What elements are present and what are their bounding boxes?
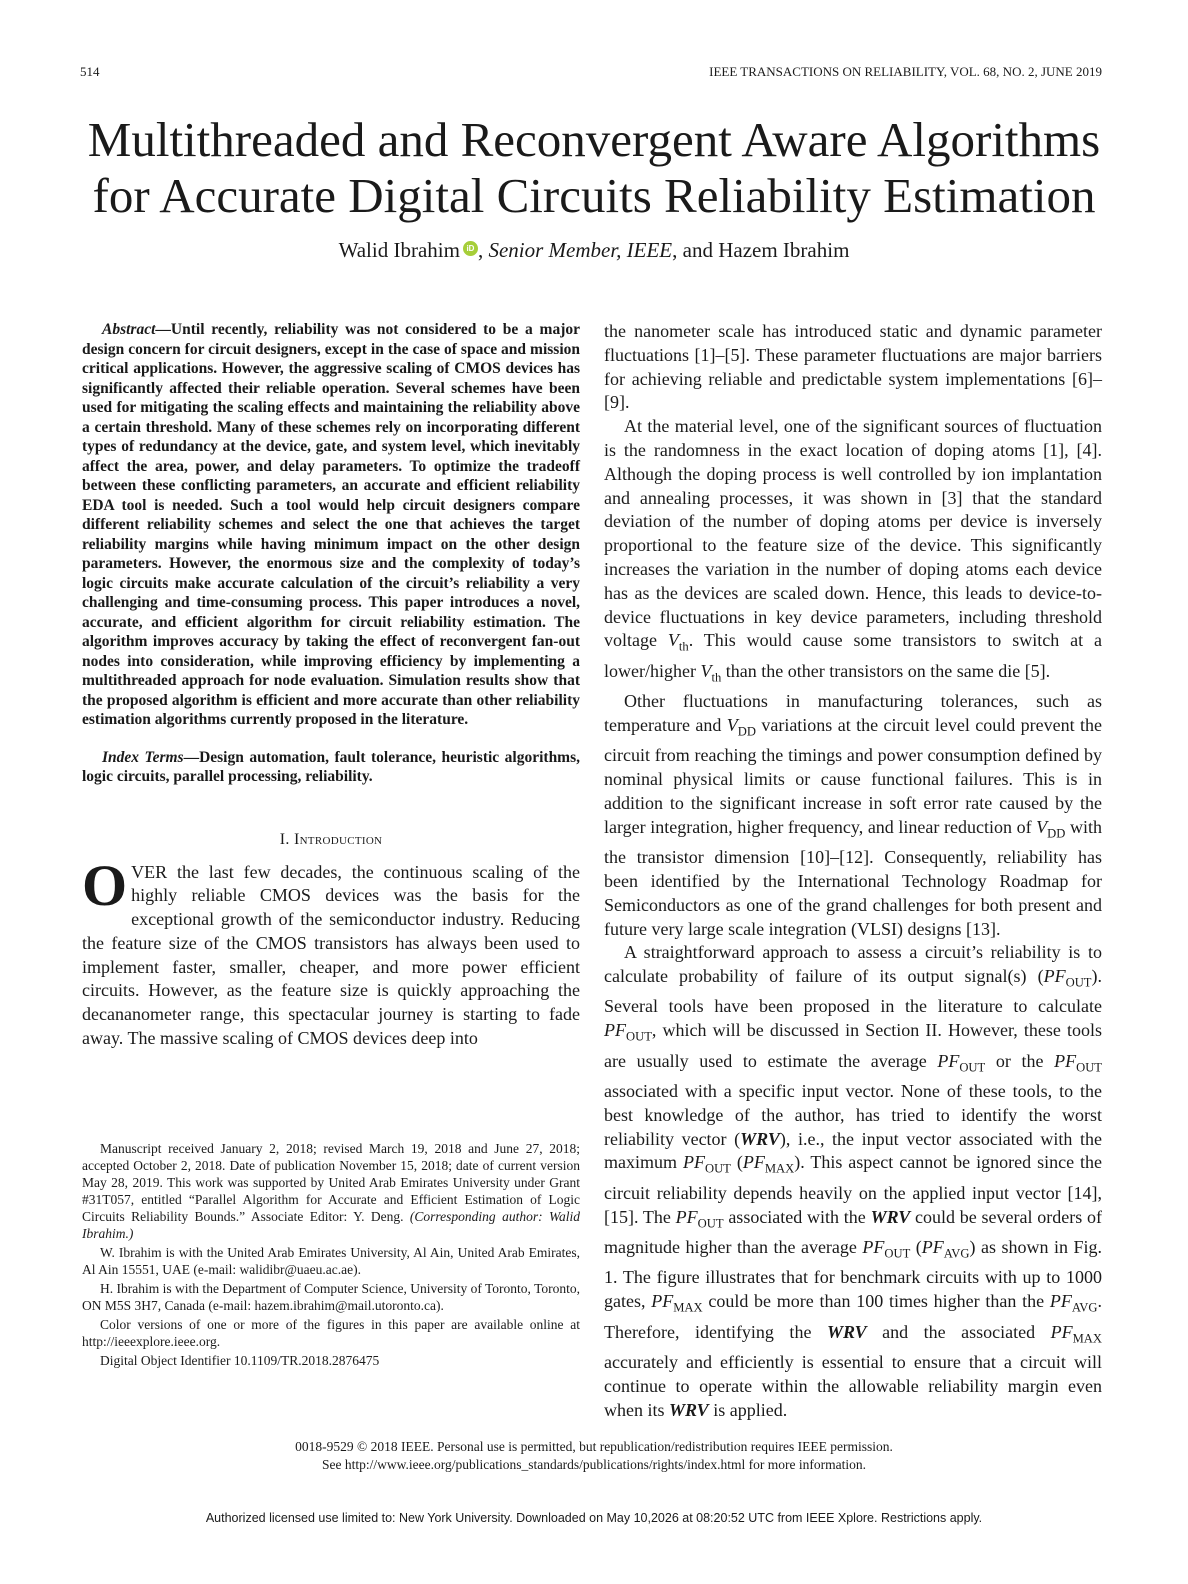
p4-text-n: accurately and efficiently is essential to ensure that a circuit will continue to operate within the allowable reliability margin even when its [604,1352,1102,1420]
th-subscript: th [711,670,722,685]
p4-text-j: ) as shown in Fig. 1. The figure illustrates that for benchmark circuits with up to 1000 gates, [604,1237,1102,1312]
index-terms-lead: Index Terms [102,748,184,766]
pf-letters: PF [651,1291,674,1312]
dd-subscript: DD [737,724,756,739]
p4-text-k: could be more than 100 times higher than the [702,1291,1050,1312]
p3-text-a: Other fluctuations in manufacturing tolerances, such as temperature and [604,691,1102,735]
left-column [82,320,580,1051]
p4-text-o: is applied. [708,1399,788,1420]
section-number: I. [279,830,290,848]
corresponding-author: (Corresponding author: Walid Ibrahim.) [82,1209,580,1241]
pf-letters: PF [742,1152,765,1173]
running-header [80,64,1102,84]
footnote-doi: Digital Object Identifier 10.1109/TR.2018.2876475 [100,1353,380,1368]
pf-avg-symbol [1049,1291,1098,1315]
paragraph-4: A straightforward approach to assess a circuit’s reliability is to calculate probability of failure of its output signal(s) $(PF_{OUT})$. Several tools have been proposed in the literature to calculate $PF_{OUT}$, which will be discussed in Section II. However, these tools are usually used to estimate the average $PF_{OUT}$ or the $PF_{OUT}$ associated with a specific input vector. None of these tools, to the best knowledge of the author, has tried to identify the worst reliability vector (WRV), i.e., the input vector associated with the maximum $PF_{OUT}$ $(PF_{MAX})$. This aspect cannot be ignored since the circuit reliability depends heavily on the applied input vector [14], [15]. The $PF_{OUT}$ associated with the WRV could be several orders of magnitude higher than the average $PF_{OUT}$ $(PF_{AVG})$ as shown in Fig. 1. The figure illustrates that for benchmark circuits with up to 1000 gates, $PF_{MAX}$ could be more than 100 times higher than the $PF_{AVG}$. Therefore, identifying the WRV and the associated $PF_{MAX}$ accurately and efficiently is essential to ensure that a circuit will continue to operate within the allowable reliability margin even when its WRV is applied. [604,942,1103,1420]
index-terms-text: —Design automation, fault tolerance, heuristic algorithms, logic circuits, parallel processing, reliability. [82,748,581,785]
wrv-term: WRV [826,1321,867,1342]
pf-letters: PF [675,1206,698,1227]
paragraph-1: the nanometer scale has introduced static and dynamic parameter fluctuations [1]–[5]. These parameter fluctuations are major barriers for achieving reliable and predictable system implementations [6]–[9]. [604,321,1102,413]
p4-text-d: or the [985,1050,1055,1071]
p2-text-c: than the other transistors on the same die [5]. [721,660,1051,681]
max-subscript: MAX [764,1162,795,1177]
title-line-2: for Accurate Digital Circuits Reliability Estimation [92,168,1096,223]
p2-text-b: . This would cause some transistors to switch at a lower/higher [604,630,1102,681]
pf-avg-symbol [921,1237,970,1261]
index-terms [82,748,580,787]
p4-text-l: . Therefore, identifying the [604,1291,1102,1342]
pf-out-symbol [675,1206,724,1231]
p4-text-b: ). Several tools have been proposed in the literature to calculate [604,966,1102,1017]
p4-text-h: associated with the [723,1206,871,1227]
p4-text-i: could be several orders of magnitude higher than the average [604,1206,1102,1258]
out-subscript: OUT [697,1216,724,1231]
pf-letters: PF [921,1237,944,1258]
right-column [604,320,1102,1422]
pf-letters: PF [1050,1321,1073,1342]
footnote-color: Color versions of one or more of the figures in this paper are available online at http://ieeexplore.ieee.org. [82,1317,580,1349]
footnote-manuscript [82,1140,580,1242]
max-subscript: MAX [1072,1331,1102,1346]
avg-subscript: AVG [1071,1300,1098,1315]
dd-subscript: DD [1047,826,1066,841]
out-subscript: OUT [1065,975,1092,990]
copyright-line-2: See http://www.ieee.org/publications_standards/publications/rights/index.html for more information. [321,1457,867,1472]
wrv-term: WRV [870,1206,911,1227]
author-2: , and Hazem Ibrahim [672,238,850,262]
vth-symbol [667,630,689,654]
p3-text-c: with the transistor dimension [10]–[12]. Consequently, reliability has been identified by the International Technology Roadmap for Semiconductors as one of the grand challenges for both present and future very large scale integration (VLSI) designs [13]. [604,816,1102,939]
pf-max-symbol [651,1291,703,1315]
v-letter: V [1036,816,1048,837]
out-subscript: OUT [1076,1060,1102,1075]
p4-text-c: , which will be discussed in Section II. However, these tools are usually used to estimate the average [604,1020,1102,1071]
footnote-author-1: W. Ibrahim is with the United Arab Emirates University, Al Ain, United Arab Emirates, Al Ain 15551, UAE (e-mail: walidibr@uaeu.ac.ae). [82,1245,580,1277]
avg-subscript: AVG [943,1246,970,1261]
pf-max-symbol [1050,1321,1102,1346]
p4-text-g: ). This aspect cannot be ignored since the circuit reliability depends heavily on the applied input vector [14], [15]. The [604,1152,1103,1227]
th-subscript: th [678,639,689,654]
pf-letters: PF [682,1152,705,1173]
abstract [82,320,580,730]
pf-out-symbol [862,1237,911,1261]
section-title: Introduction [293,830,383,848]
pf-out-symbol [1043,966,1092,990]
copyright-line-1: 0018-9529 © 2018 IEEE. Personal use is permitted, but republication/redistribution requires IEEE permission. [295,1439,893,1454]
journal-name: IEEE TRANSACTIONS ON RELIABILITY, VOL. 68, NO. 2, JUNE 2019 [709,64,1102,79]
abstract-lead: Abstract [102,321,156,338]
wrv-term: WRV [740,1128,780,1149]
title-block [60,112,1128,263]
wrv-term: WRV [669,1399,709,1420]
out-subscript: OUT [959,1060,986,1075]
max-subscript: MAX [673,1300,703,1315]
footnote-author-2: H. Ibrahim is with the Department of Computer Science, University of Toronto, Toronto, ON M5S 3H7, Canada (e-mail: hazem.ibrahim@mail.utoronto.ca). [82,1281,580,1313]
orcid-icon[interactable]: iD [463,241,478,256]
intro-text: VER the last few decades, the continuous scaling of the highly reliable CMOS devices was the basis for the exceptional growth of the semiconductor industry. Reducing the feature size of the CMOS transistors has always been used to implement faster, smaller, cheaper, and more power efficient circuits. However, as the feature size is quickly approaching the decananometer range, this spectacular journey is starting to fade away. The massive scaling of CMOS devices deep into [82,861,580,1049]
v-letter: V [700,660,712,681]
vdd-symbol [726,714,756,739]
paragraph-3 [604,690,1102,941]
author-line: Walid Ibrahim iD , Senior Member, IEEE, and Hazem Ibrahim [338,238,850,262]
p3-text-b: variations at the circuit level could prevent the circuit from reaching the timings and power consumption defined by nominal physical limits or cause functional failures. This is in addition to the significant increase in soft error rate caused by the larger integration, higher frequency, and linear reduction of [604,714,1102,837]
copyright-notice [0,1438,1188,1474]
pf-letters: PF [1043,966,1066,987]
out-subscript: OUT [626,1029,652,1044]
footnotes [82,1140,580,1371]
pf-out-symbol [604,1020,652,1044]
pf-max-symbol [742,1152,795,1177]
pf-letters: PF [937,1050,960,1071]
out-subscript: OUT [704,1162,731,1177]
pf-out-symbol [682,1152,731,1177]
pf-out-symbol [937,1050,986,1075]
v-letter: V [726,714,738,735]
v-letter: V [667,630,679,651]
p2-text-a: At the material level, one of the significant sources of fluctuation is the randomness in the exact location of doping atoms [1], [4]. Although the doping process is well controlled by ion implantation and annealing processes, it was shown in [3] that the standard deviation of the number of doping atoms per device is inversely proportional to the feature size of the device. This significantly increases the variation in the number of doping atoms each device has as the devices are scaled down. Hence, this leads to device-to-device fluctuations in key device parameters, including threshold voltage [604,416,1102,651]
footnote-manuscript-text: Manuscript received January 2, 2018; revised March 19, 2018 and June 27, 2018; accepted October 2, 2018. Date of publication November 15, 2018; date of current version May 28, 2019. This work was supported by United Arab Emirates University under Grant #31T057, entitled “Parallel Algorithm for Accurate and Efficient Estimation of Logic Circuits Reliability Bounds.” Associate Editor: Y. Deng. [82,1141,580,1224]
paragraph-2 [604,415,1102,690]
license-banner: Authorized licensed use limited to: New York University. Downloaded on May 10,2026 at 08:20:52 UTC from IEEE Xplore. Restrictions apply. [205,1511,983,1525]
author-1: Walid Ibrahim [338,238,460,262]
title-line-1: Multithreaded and Reconvergent Aware Algorithms [87,112,1101,167]
intro-paragraph [82,852,580,1051]
vdd-symbol [1036,816,1066,841]
vth-symbol [700,660,722,685]
pf-letters: PF [1049,1291,1072,1312]
out-subscript: OUT [884,1246,911,1261]
drop-cap: O [82,852,128,918]
pf-letters: PF [604,1020,626,1041]
abstract-text: —Until recently, reliability was not considered to be a major design concern for circuit designers, except in the case of space and mission critical applications. However, the aggressive scaling of CMOS devices has significantly affected their reliable operation. Several schemes have been used for mitigating the scaling effects and maintaining the reliability above a certain threshold. Many of these schemes rely on incorporating different types of redundancy at the device, gate, and system level, which inevitably affect the area, power, and delay parameters. To optimize the tradeoff between these conflicting parameters, an accurate and efficient reliability EDA tool is needed. Such a tool would help circuit designers compare different reliability schemes and select the one that achieves the target reliability margins while having minimum impact on the other design parameters. However, the enormous size and the complexity of today’s logic circuits make accurate calculation of the circuit’s reliability a very challenging and time-consuming process. This paper introduces a novel, accurate, and efficient algorithm for circuit reliability estimation. The algorithm improves accuracy by taking the effect of reconvergent fan-out nodes into consideration, while improving efficiency by implementing a multithreaded approach for node evaluation. Simulation results show that the proposed algorithm is efficient and more accurate than other reliability estimation algorithms currently proposed in the literature. [82,321,580,728]
p4-text-a: A straightforward approach to assess a circuit’s reliability is to calculate probability of failure of its output signal(s) ( [604,942,1102,987]
pf-out-symbol [1054,1050,1102,1075]
pf-letters: PF [1054,1050,1077,1071]
section-heading [82,831,580,849]
paper-title [60,112,1128,224]
p4-text-f: ), i.e., the input vector associated with the maximum [604,1128,1102,1173]
author-membership: Senior Member, IEEE [488,238,673,262]
p4-text-e: associated with a specific input vector. None of these tools, to the best knowledge of the author, has tried to identify the worst reliability vector ( [604,1081,1102,1149]
page-number: 514 [80,64,100,79]
pf-letters: PF [862,1237,885,1258]
p4-text-m: and the associated [866,1321,1051,1342]
